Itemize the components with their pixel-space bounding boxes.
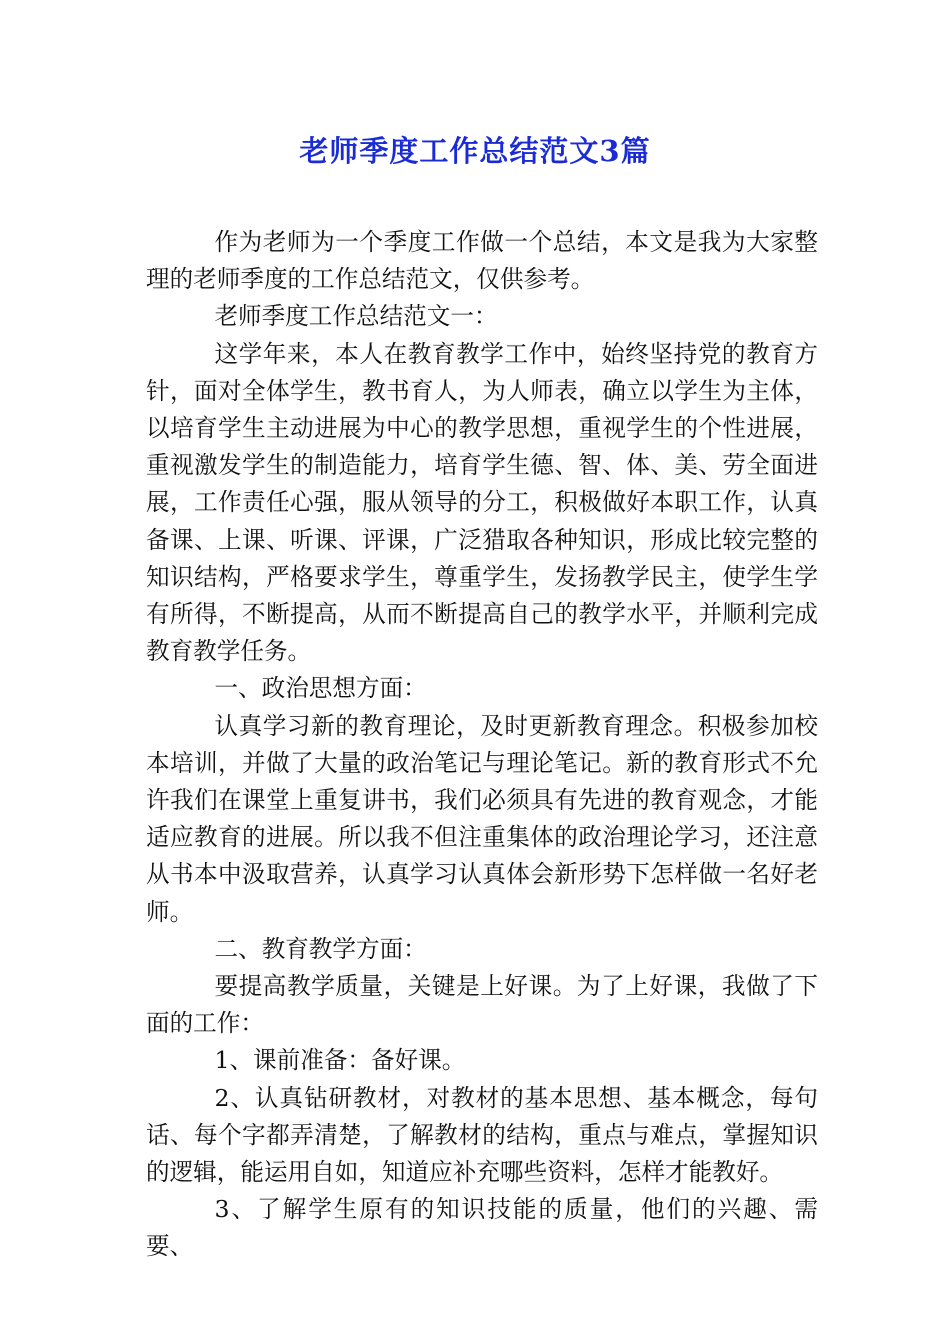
body-paragraph: 要提高教学质量，关键是上好课。为了上好课，我做了下面的工作： <box>146 972 818 1038</box>
list-item: 1、课前准备：备好课。 <box>214 1046 466 1075</box>
list-item: 3、了解学生原有的知识技能的质量，他们的兴趣、需要、 <box>146 1195 818 1261</box>
body-paragraph: 认真学习新的教育理论，及时更新教育理念。积极参加校本培训，并做了大量的政治笔记与理论笔记。新的教育形式不允许我们在课堂上重复讲书，我们必须具有先进的教育观念，才能适应教育的进展。所以我不但注重集体的政治理论学习，还注意从书本中汲取营养，认真学习认真体会新形势下怎样做一名好老师。 <box>146 711 818 926</box>
intro-paragraph: 作为老师为一个季度工作做一个总结，本文是我为大家整理的老师季度的工作总结范文，仅供参考。 <box>146 228 818 294</box>
document-body <box>146 224 818 1266</box>
list-item: 2、认真钻研教材，对教材的基本思想、基本概念，每句话、每个字都弄清楚，了解教材的结构，重点与难点，掌握知识的逻辑，能运用自如，知道应补充哪些资料，怎样才能教好。 <box>146 1083 818 1187</box>
section-heading-political: 一、政治思想方面： <box>214 674 427 703</box>
body-paragraph: 这学年来，本人在教育教学工作中，始终坚持党的教育方针，面对全体学生，教书育人，为人师表，确立以学生为主体，以培育学生主动进展为中心的教学思想，重视学生的个性进展，重视激发学生的制造能力，培育学生德、智、体、美、劳全面进展，工作责任心强，服从领导的分工，积极做好本职工作，认真备课、上课、听课、评课，广泛猎取各种知识，形成比较完整的知识结构，严格要求学生，尊重学生，发扬教学民主，使学生学有所得，不断提高，从而不断提高自己的教学水平，并顺利完成教育教学任务。 <box>146 339 818 666</box>
section-heading-sample-one: 老师季度工作总结范文一： <box>214 302 498 331</box>
document-title: 老师季度工作总结范文3篇 <box>299 134 651 168</box>
section-heading-teaching: 二、教育教学方面： <box>214 934 427 963</box>
